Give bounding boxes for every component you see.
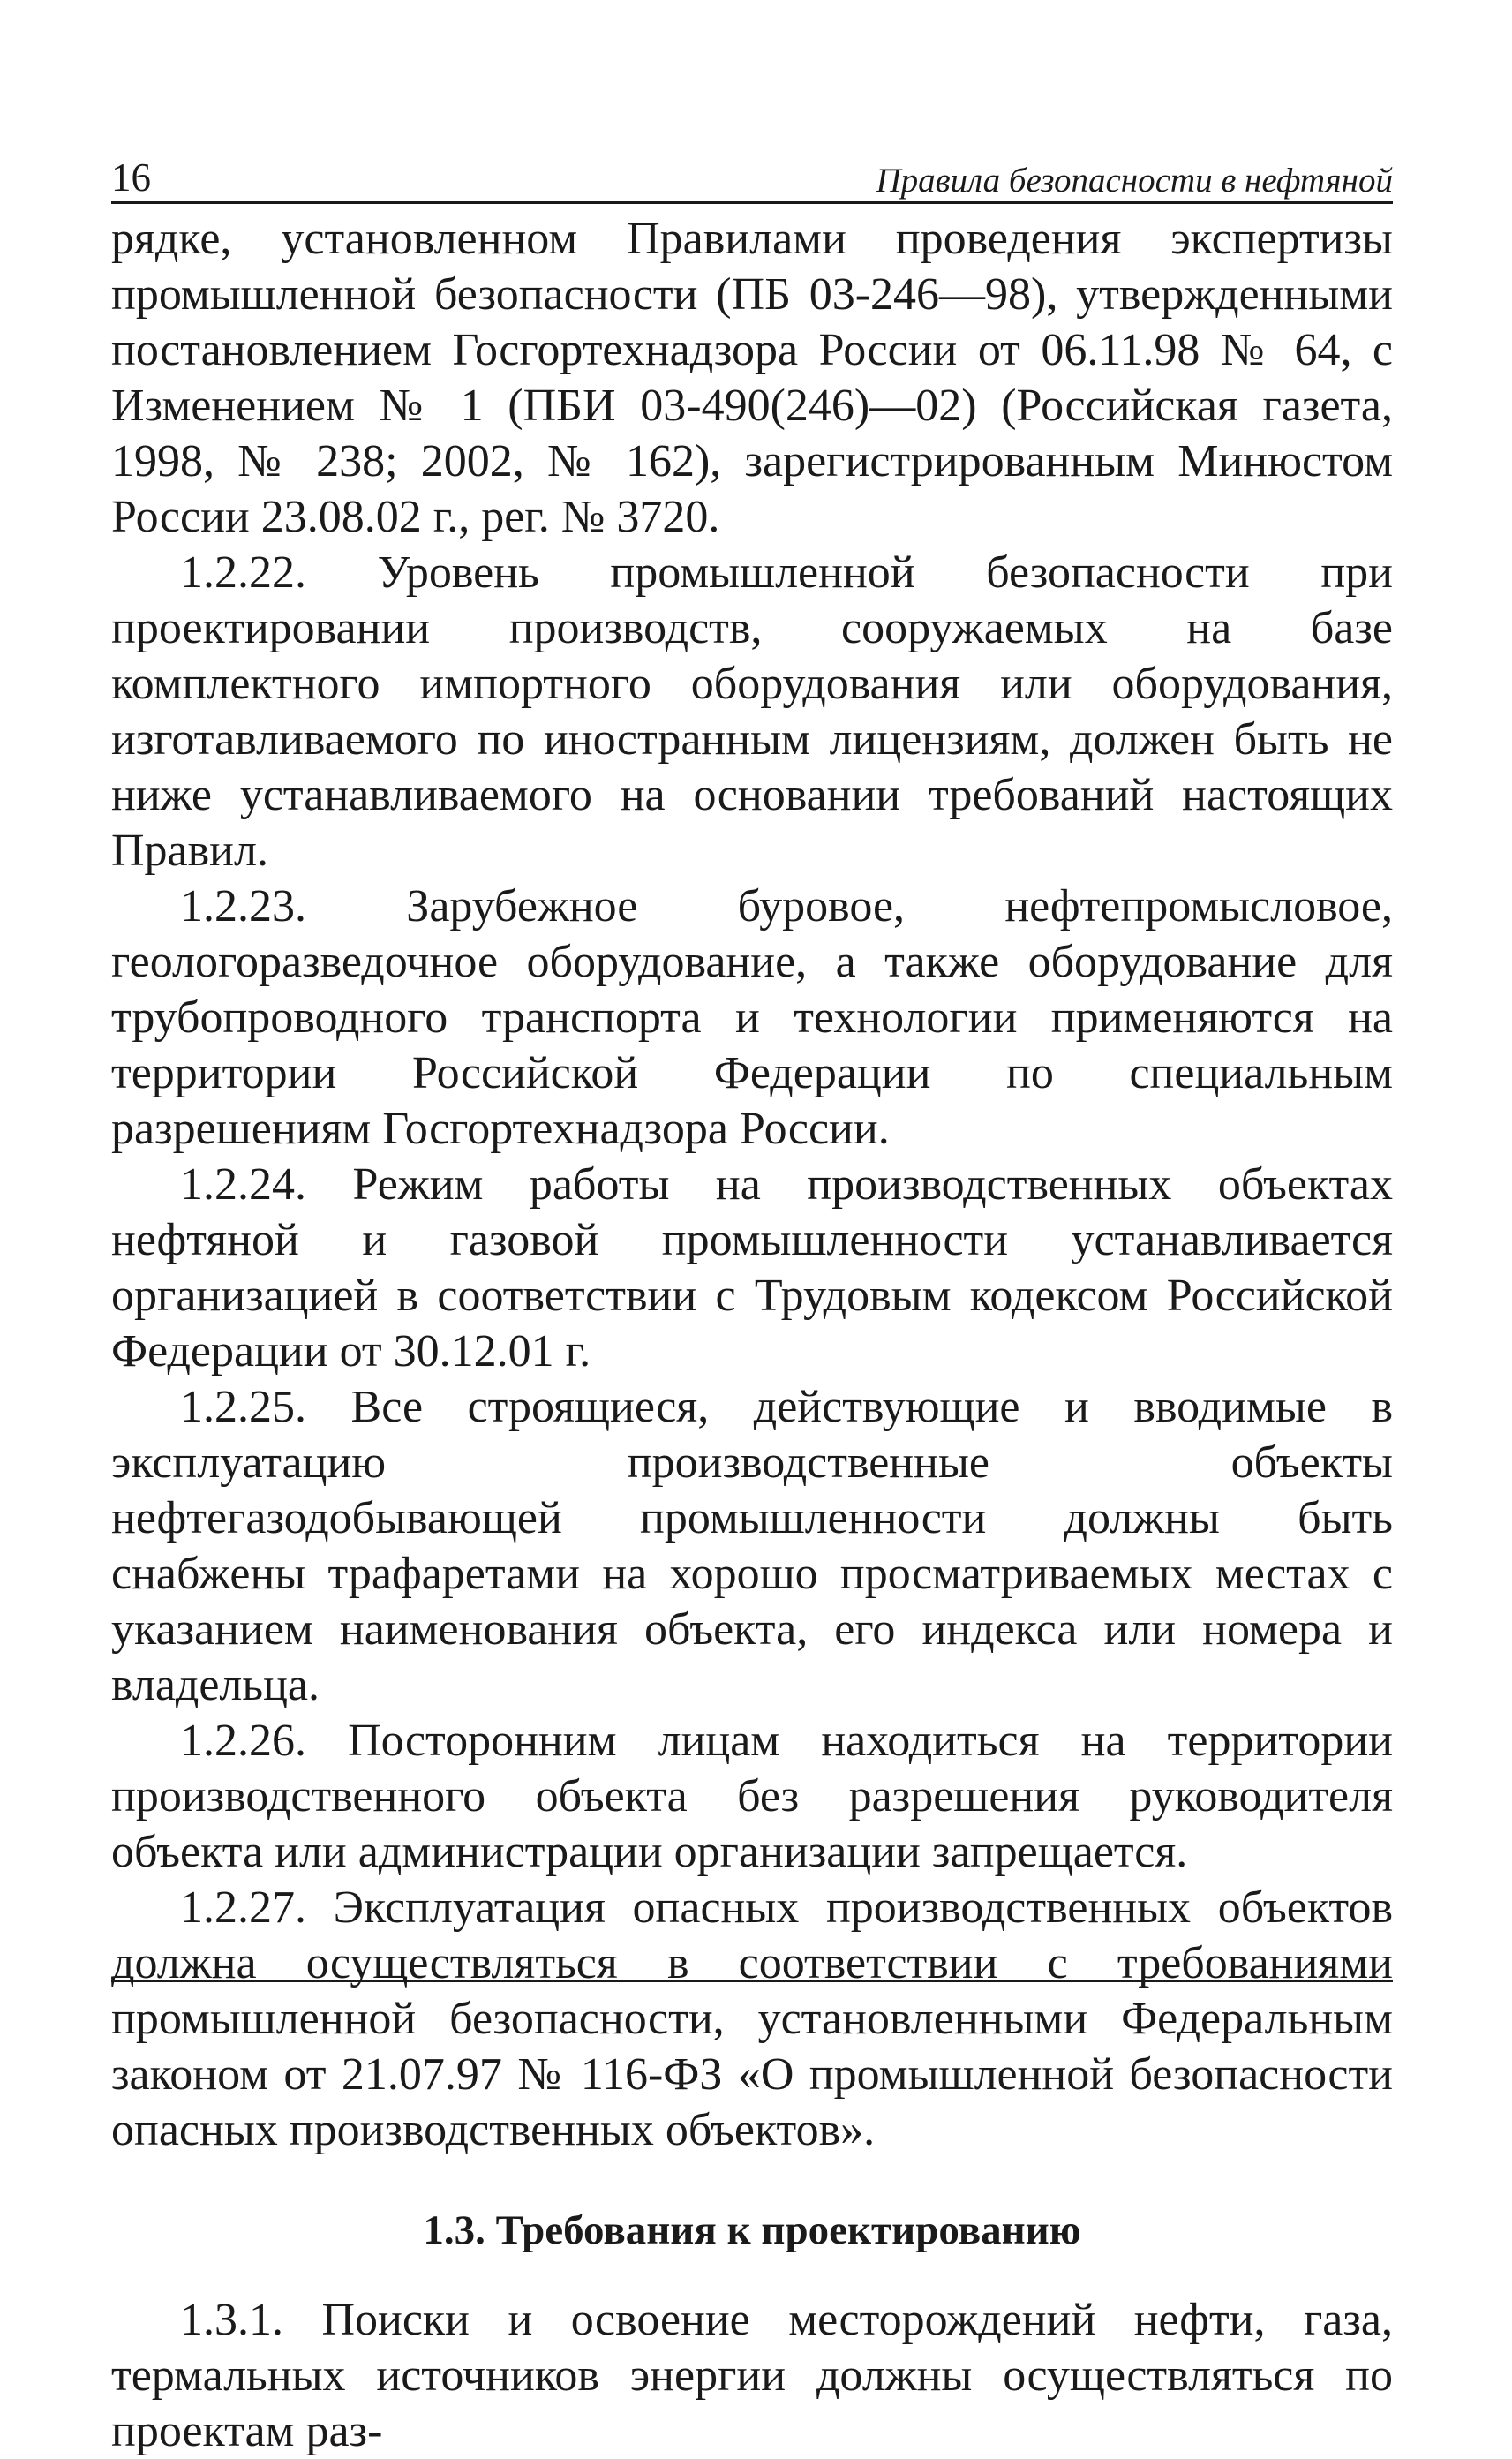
paragraph-1-2-22: 1.2.22. Уровень промышленной безопасности при проектировании производств, сооружаемых на базе комплектного импортного оборудования или оборудования, изготавливаемого по иностранным лицензиям, должен быть не ниже устанавливаемого на основании требований настоящих Правил.	[111, 547, 1393, 876]
page-number: 16	[111, 155, 151, 200]
section-heading: 1.3. Требования к проектированию	[423, 2207, 1081, 2253]
paragraph-1-2-27: 1.2.27. Эксплуатация опасных производственных объектов должна осуществляться в соответствии с требованиями промышленной безопасности, установленными Федеральным законом от 21.07.97 № 116-ФЗ «О промышленной безопасности опасных производственных объектов».	[111, 1882, 1393, 2155]
paragraph-1-2-26: 1.2.26. Посторонним лицам находиться на территории производственного объекта без разрешения руководителя объекта или администрации организации запрещается.	[111, 1716, 1393, 1877]
paragraph-1-2-24: 1.2.24. Режим работы на производственных объектах нефтяной и газовой промышленности устанавливается организацией в соответствии с Трудовым кодексом Российской Федерации от 30.12.01 г.	[111, 1159, 1393, 1377]
paragraph-continuation: рядке, установленном Правилами проведения экспертизы промышленной безопасности (ПБ 03-246—98), утвержденными постановлением Госгортехнадзора России от 06.11.98 № 64, с Изменением № 1 (ПБИ 03-490(246)—02) (Российская газета, 1998, № 238; 2002, № 162), зарегистрированным Минюстом России 23.08.02 г., рег. № 3720.	[111, 214, 1393, 542]
book-page	[111, 150, 1393, 2459]
bottom-rule	[111, 1980, 1393, 1982]
paragraph-1-3-1: 1.3.1. Поиски и освоение месторождений нефти, газа, термальных источников энергии должны осуществляться по проектам раз-	[111, 2295, 1393, 2456]
running-title: Правила безопасности в нефтяной	[876, 162, 1393, 200]
running-header	[111, 150, 1393, 204]
paragraph-1-2-23: 1.2.23. Зарубежное буровое, нефтепромысловое, геологоразведочное оборудование, а также оборудование для трубопроводного транспорта и технологии применяются на территории Российской Федерации по специальным разрешениям Госгортехнадзора России.	[111, 881, 1393, 1154]
paragraph-1-2-25: 1.2.25. Все строящиеся, действующие и вводимые в эксплуатацию производственные объекты нефтегазодобывающей промышленности должны быть снабжены трафаретами на хорошо просматриваемых местах с указанием наименования объекта, его индекса или номера и владельца.	[111, 1382, 1393, 1710]
page-body	[111, 211, 1393, 2459]
